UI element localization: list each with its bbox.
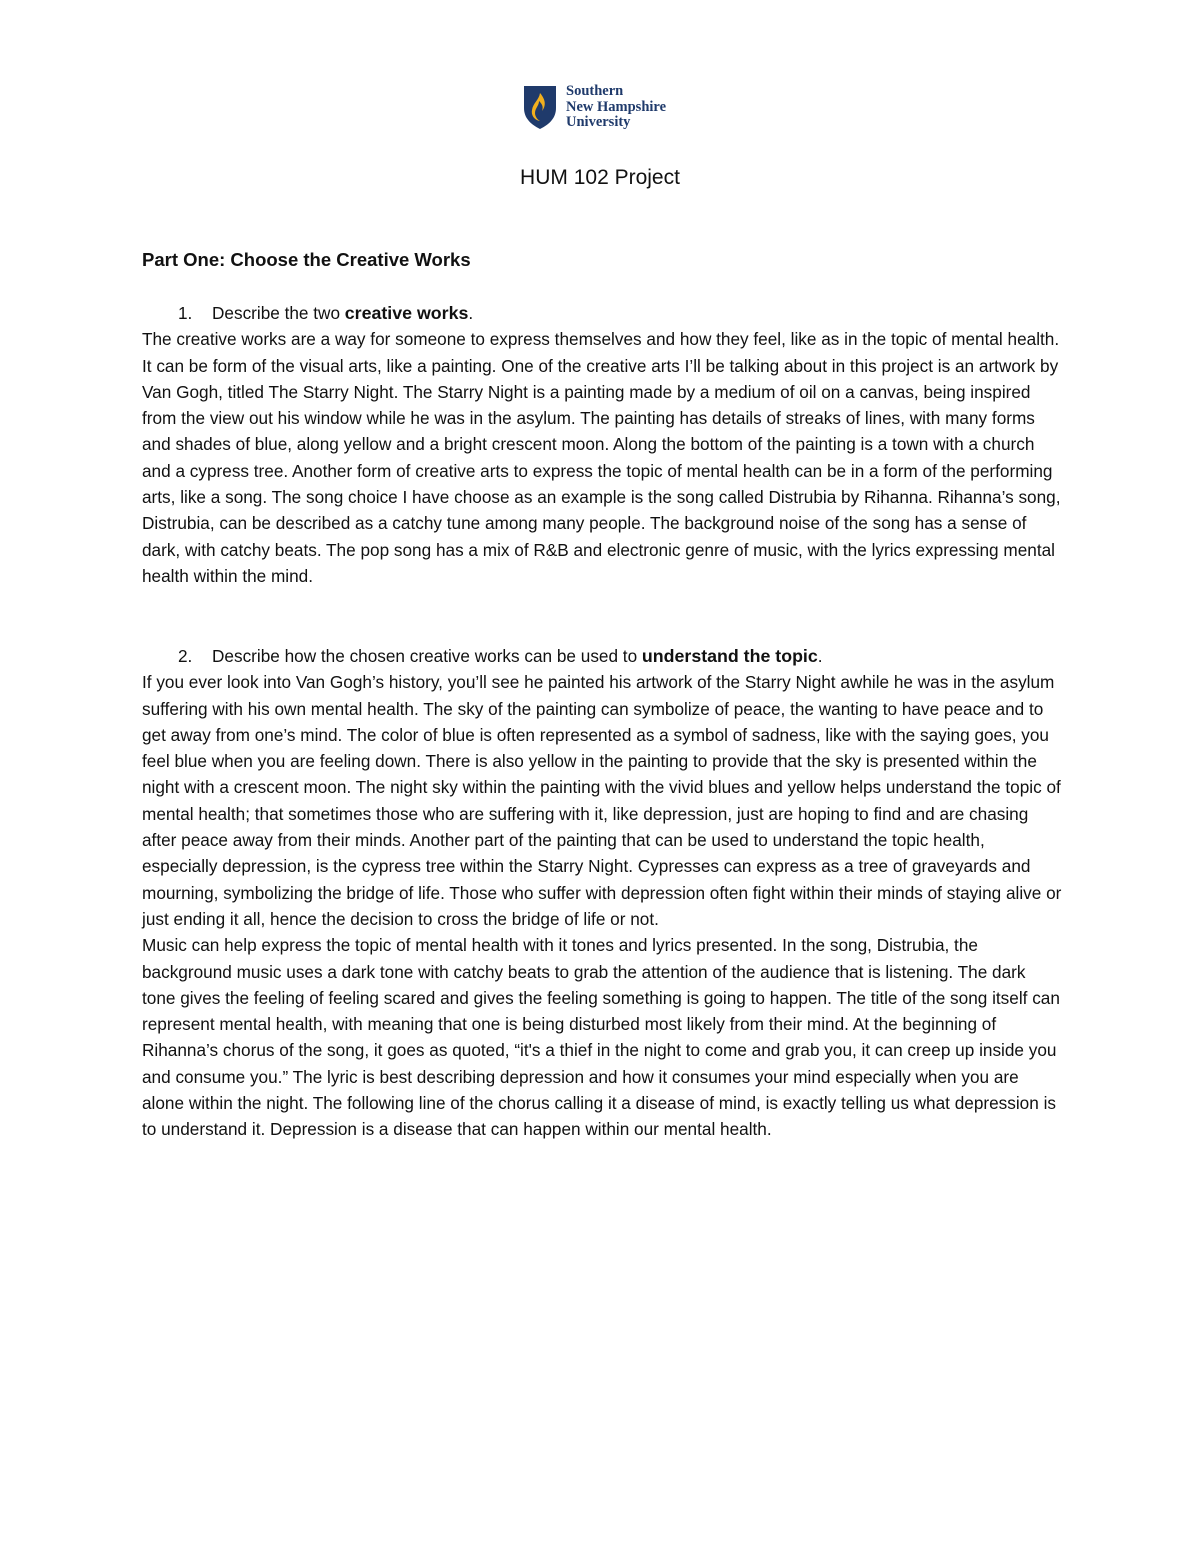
document-title: HUM 102 Project xyxy=(520,166,680,189)
question-1-number: 1. xyxy=(178,303,193,323)
question-2 xyxy=(142,643,1062,1143)
question-1-prefix: Describe the two xyxy=(212,303,345,323)
university-logo xyxy=(522,84,666,131)
question-2-number: 2. xyxy=(178,646,193,666)
question-1-suffix: . xyxy=(468,303,474,323)
question-2-prefix: Describe how the chosen creative works can be used to xyxy=(212,646,642,666)
answer-2-paragraph-2: Music can help express the topic of mental health with it tones and lyrics presented. In the song, Distrubia, the background music uses a dark tone with catchy beats to grab the attention of the audience that is listening. The dark tone gives the feeling of feeling scared and gives the feeling something is going to happen. The title of the song itself can represent mental health, with meaning that one is being disturbed most likely from their mind. At the beginning of Rihanna’s chorus of the song, it goes as quoted, “it's a thief in the night to come and grab you, it can creep up inside you and consume you.” The lyric is best describing depression and how it consumes your mind especially when you are alone within the night. The following line of the chorus calling it a disease of mind, is exactly telling us what depression is to understand it. Depression is a disease that can happen within our mental health. xyxy=(142,935,1060,1140)
answer-1-paragraph: The creative works are a way for someone to express themselves and how they feel, like as in the topic of mental health. It can be form of the visual arts, like a painting. One of the creative arts I’ll be talking about in this project is an artwork by Van Gogh, titled The Starry Night. The Starry Night is a painting made by a medium of oil on a canvas, being inspired from the view out his window while he was in the asylum. The painting has details of streaks of lines, with many forms and shades of blue, along yellow and a bright crescent moon. Along the bottom of the painting is a town with a church and a cypress tree. Another form of creative arts to express the topic of mental health can be in a form of the performing arts, like a song. The song choice I have choose as an example is the song called Distrubia by Rihanna. Rihanna’s song, Distrubia, can be described as a catchy tune among many people. The background noise of the song has a sense of dark, with catchy beats. The pop song has a mix of R&B and electronic genre of music, with the lyrics expressing mental health within the mind. xyxy=(142,329,1061,586)
shield-flame-icon xyxy=(522,84,558,130)
question-2-text xyxy=(212,643,823,669)
logo-line-3: University xyxy=(566,114,631,130)
question-1-prompt xyxy=(142,300,1062,326)
logo-line-1: Southern xyxy=(566,83,624,99)
logo-line-2: New Hampshire xyxy=(566,98,667,115)
question-1-bold: creative works xyxy=(344,303,469,323)
section-heading: Part One: Choose the Creative Works xyxy=(142,249,471,270)
answer-2-paragraph-1: If you ever look into Van Gogh’s history, you’ll see he painted his artwork of the Starry Night awhile he was in the asylum suffering with his own mental health. The sky of the painting can symbolize of peace, the wanting to have peace and to get away from one’s mind. The color of blue is often represented as a symbol of sadness, like with the saying goes, you feel blue when you are feeling down. There is also yellow in the painting to provide that the sky is presented within the night with a crescent moon. The night sky within the painting with the vivid blues and yellow helps understand the topic of mental health; that sometimes those who are suffering with it, like depression, just are hoping to find and are chasing after peace away from their minds. Another part of the painting that can be used to understand the topic health, especially depression, is the cypress tree within the Starry Night. Cypresses can express as a tree of graveyards and mourning, symbolizing the bridge of life. Those who suffer with depression often fight within their minds of staying alive or just ending it all, hence the decision to cross the bridge of life or not. xyxy=(142,672,1062,929)
question-2-bold: understand the topic xyxy=(641,646,818,666)
logo-wordmark xyxy=(566,84,666,131)
question-2-suffix: . xyxy=(817,646,823,666)
question-1-text xyxy=(212,300,473,326)
question-2-prompt xyxy=(142,643,1062,669)
question-1 xyxy=(142,300,1062,589)
